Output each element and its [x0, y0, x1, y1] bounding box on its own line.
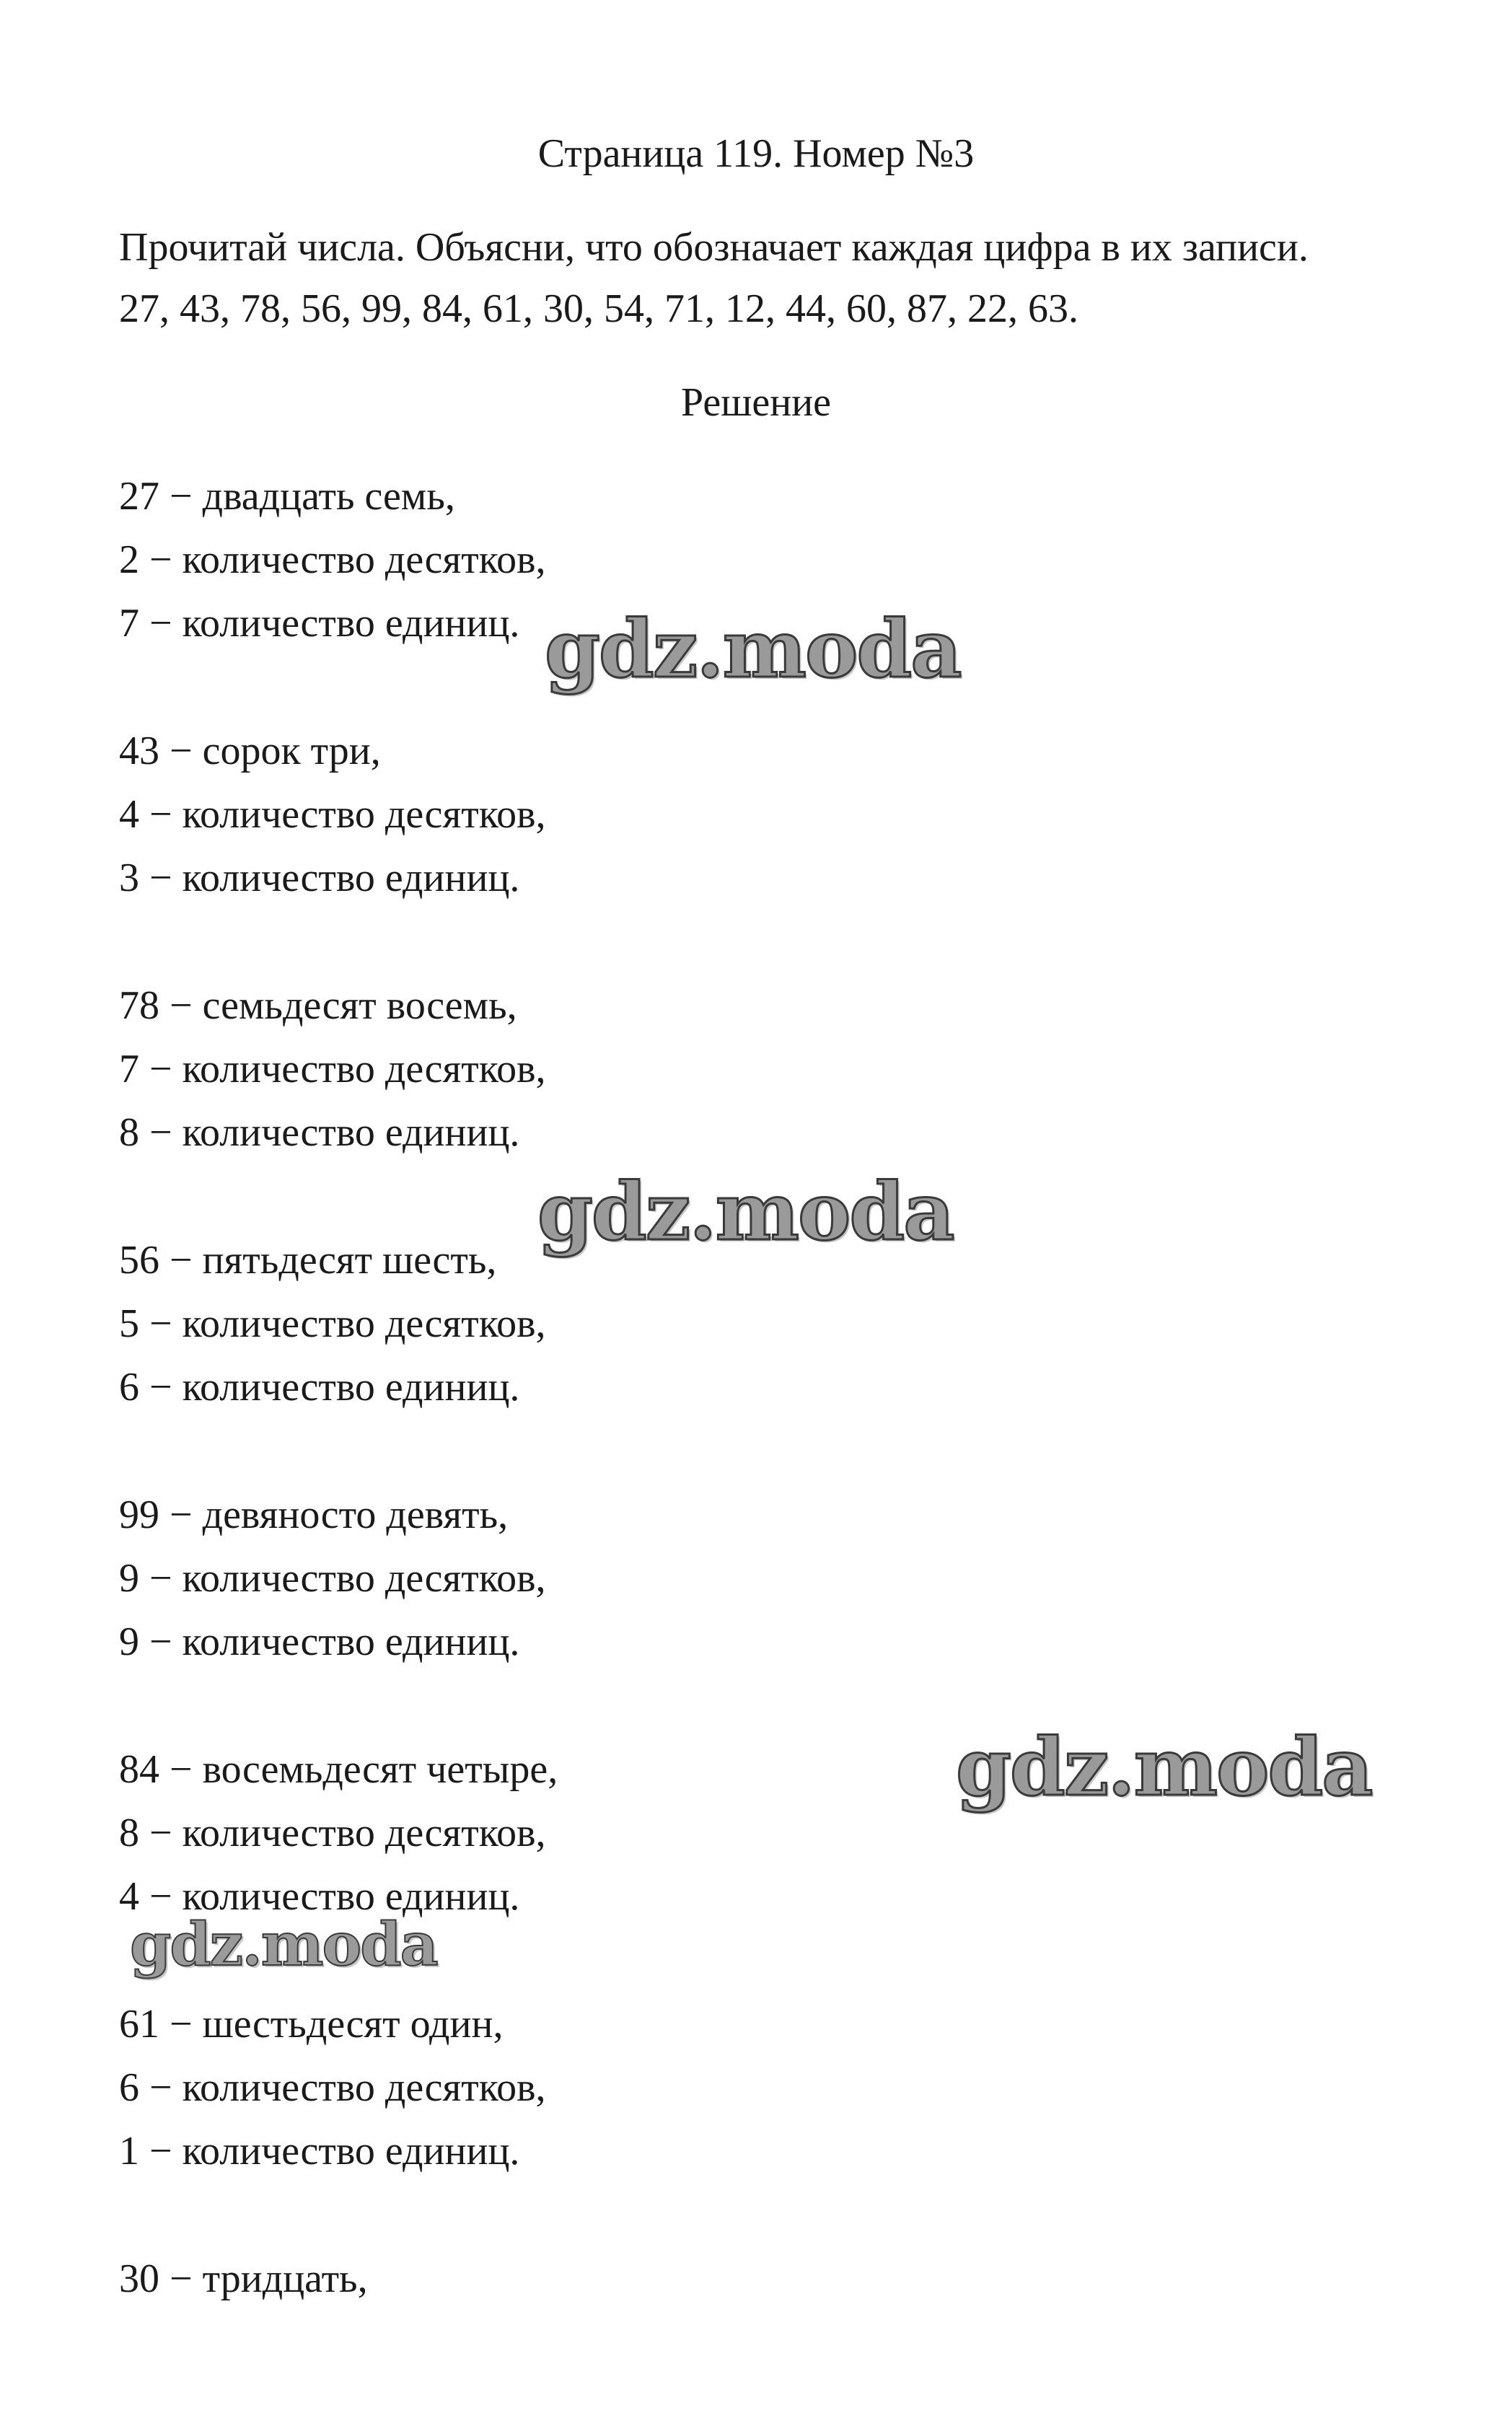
units-line: 1 − количество единиц.: [119, 2129, 520, 2173]
number-word-line: 56 − пятьдесят шесть,: [119, 1238, 497, 1283]
watermark: gdz.moda: [537, 1165, 954, 1258]
units-line: 8 − количество единиц.: [119, 1110, 520, 1155]
number-word-line: 78 − семьдесят восемь,: [119, 983, 517, 1028]
number-word-line: 43 − сорок три,: [119, 729, 381, 773]
number-word-line: 61 − шестьдесят один,: [119, 2002, 504, 2047]
numbers-list: 27, 43, 78, 56, 99, 84, 61, 30, 54, 71, 12, 44, 60, 87, 22, 63.: [119, 286, 1078, 331]
units-line: 7 − количество единиц.: [119, 601, 520, 646]
tens-line: 8 − количество десятков,: [119, 1811, 546, 1855]
number-word-line: 30 − тридцать,: [119, 2256, 368, 2301]
units-line: 3 − количество единиц.: [119, 856, 520, 900]
number-word-line: 99 − девяносто девять,: [119, 1493, 509, 1537]
task-text: Прочитай числа. Объясни, что обозначает каждая цифра в их записи.: [119, 225, 1309, 270]
tens-line: 4 − количество десятков,: [119, 792, 546, 837]
page-title: Страница 119. Номер №3: [537, 131, 975, 176]
tens-line: 6 − количество десятков,: [119, 2065, 546, 2110]
number-word-line: 84 − восемьдесят четыре,: [119, 1747, 558, 1792]
solution-heading: Решение: [680, 380, 832, 425]
tens-line: 5 − количество десятков,: [119, 1301, 546, 1346]
tens-line: 2 − количество десятков,: [119, 537, 546, 582]
units-line: 6 − количество единиц.: [119, 1365, 520, 1410]
number-word-line: 27 − двадцать семь,: [119, 474, 455, 519]
watermark: gdz.moda: [130, 1910, 437, 1979]
watermark: gdz.moda: [545, 602, 961, 695]
tens-line: 9 − количество десятков,: [119, 1556, 546, 1601]
tens-line: 7 − количество десятков,: [119, 1047, 546, 1091]
units-line: 9 − количество единиц.: [119, 1619, 520, 1664]
units-line: 4 − количество единиц.: [119, 1874, 520, 1919]
watermark: gdz.moda: [956, 1720, 1372, 1814]
